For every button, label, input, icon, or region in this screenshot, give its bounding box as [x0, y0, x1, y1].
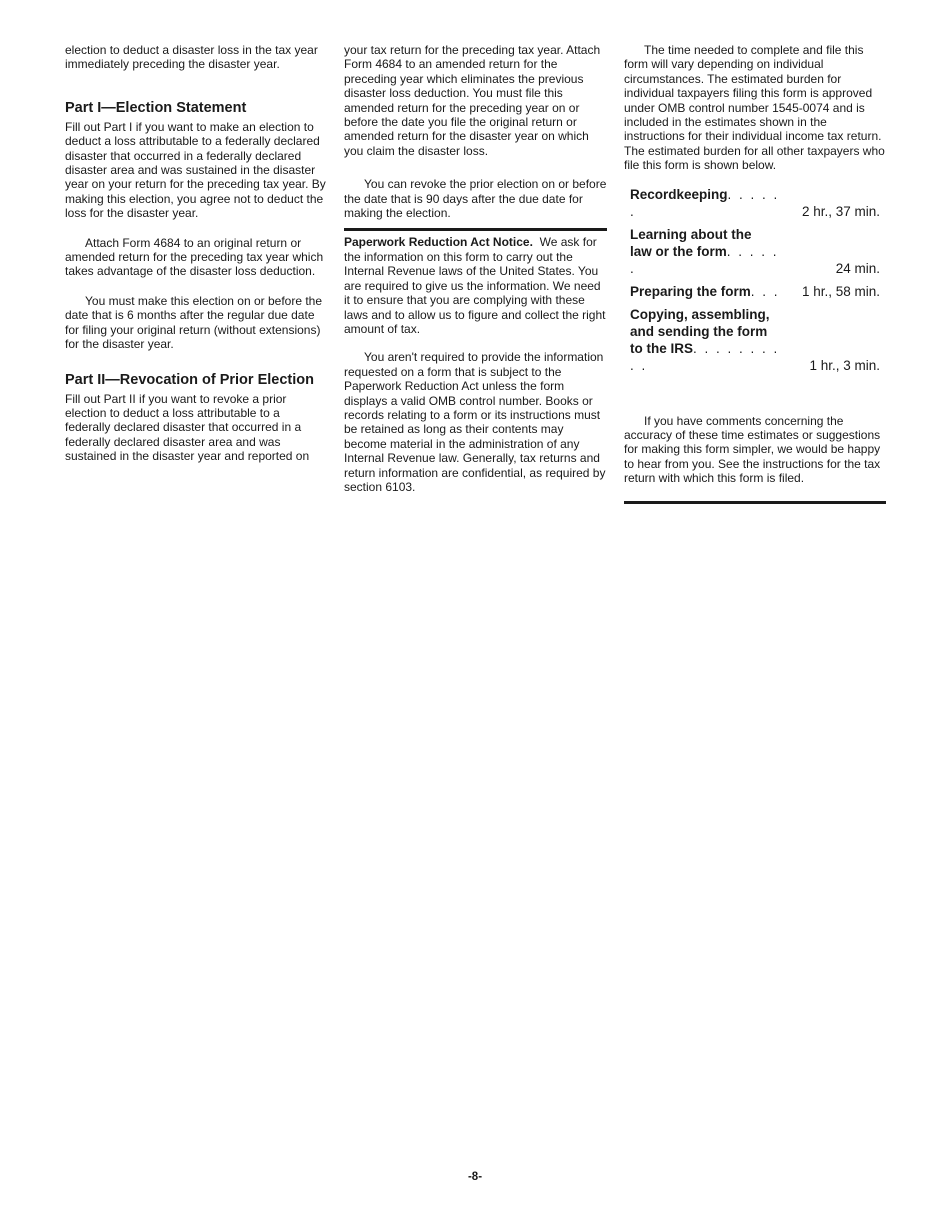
leader-dots: . . . . . . . . . . [630, 340, 780, 373]
section-divider [344, 228, 607, 231]
copying-label-line2: and sending the form [630, 323, 768, 339]
copying-value: 1 hr., 3 min. [809, 357, 880, 373]
pra-body: We ask for the information on this form to carry out the Internal Revenue laws of the United States. You are required to give us the information. We need it to ensure that you are complying with these laws and to allow us to figure and collect the right amount of tax. [344, 235, 606, 336]
part2-paragraph-1: Fill out Part II if you want to revoke a prior election to deduct a loss attributable to a federally declared disaster that occurred in a federally declared disaster area and was sustained in the disaster year and reported on [65, 391, 310, 464]
page-number: -8- [467, 1171, 483, 1183]
part2-continuation: your tax return for the preceding tax year. Attach Form 4684 to an amended return for the preceding year which eliminates the previous disaster loss deduction. You must file this amended return for the preceding year on or before the date you file the original return or amended return for the disaster year on which you claim the disaster loss. [344, 43, 601, 158]
column-left [65, 43, 327, 464]
time-paragraph: The time needed to complete and file this form will vary depending on individual circumstances. The estimated burden for individual taxpayers filing this form is approved under OMB control number 1545-0074 and is included in the estimates shown in the instructions for their individual income tax return. The estimated burden for all other taxpayers who file this form is shown below. [624, 43, 885, 173]
revoke-paragraph: You can revoke the prior election on or before the date that is 90 days after the due date for making the election. [344, 177, 607, 221]
recordkeeping-label: Recordkeeping [630, 186, 728, 202]
part1-paragraph-1: Fill out Part I if you want to make an election to deduct a loss attributable to a federally declared disaster that occurred in a federally declared disaster area and was sustained in the disaster year on your return for the preceding tax year. By making this election, you agree not to deduct the loss for the disaster year. [65, 119, 326, 221]
part1-paragraph-2: Attach Form 4684 to an original return or amended return for the preceding tax year which takes advantage of the disaster loss deduction. [65, 235, 324, 279]
leader-dots: . . . . . . [630, 243, 779, 276]
burden-table [624, 186, 886, 374]
intro-paragraph: election to deduct a disaster loss in the tax year immediately preceding the disaster year. [65, 43, 318, 72]
leader-dots: . . . . . . [630, 186, 780, 219]
part1-paragraph-3: You must make this election on or before the date that is 6 months after the regular due date for filing your original return (without extensions) for the disaster year. [65, 293, 323, 352]
copying-label-line3: to the IRS [630, 340, 693, 356]
burden-row-recordkeeping [624, 186, 886, 220]
learning-value: 24 min. [835, 260, 880, 276]
learning-label-line2: law or the form [630, 243, 727, 259]
preparing-label: Preparing the form [630, 283, 751, 299]
pra-lead: Paperwork Reduction Act Notice. [344, 235, 533, 250]
preparing-value: 1 hr., 58 min. [801, 283, 880, 299]
burden-row-preparing [624, 277, 886, 300]
burden-row-learning [624, 220, 886, 277]
learning-label-line1: Learning about the [630, 226, 752, 242]
copying-label-line1: Copying, assembling, [630, 306, 770, 322]
recordkeeping-value: 2 hr., 37 min. [801, 203, 880, 219]
pra-paragraph-1 [344, 235, 607, 336]
part2-heading: Part II—Revocation of Prior Election [65, 371, 314, 388]
comments-paragraph: If you have comments concerning the accuracy of these time estimates or suggestions for making this form simpler, we would be happy to hear from you. See the instructions for the tax return with which this form is filed. [624, 413, 881, 486]
pra-paragraph-2: You aren't required to provide the information requested on a form that is subject to the Paperwork Reduction Act unless the form displays a valid OMB control number. Books or records relating to a form or its instructions must be retained as long as their contents may become material in the administration of any Internal Revenue law. Generally, tax returns and return information are confidential, as required by section 6103. [344, 350, 606, 494]
burden-row-copying [624, 300, 886, 374]
column-middle [344, 43, 607, 494]
column-right [624, 43, 886, 504]
end-divider [624, 501, 886, 504]
part1-heading: Part I—Election Statement [65, 99, 247, 116]
leader-dots: . . . [750, 283, 780, 299]
